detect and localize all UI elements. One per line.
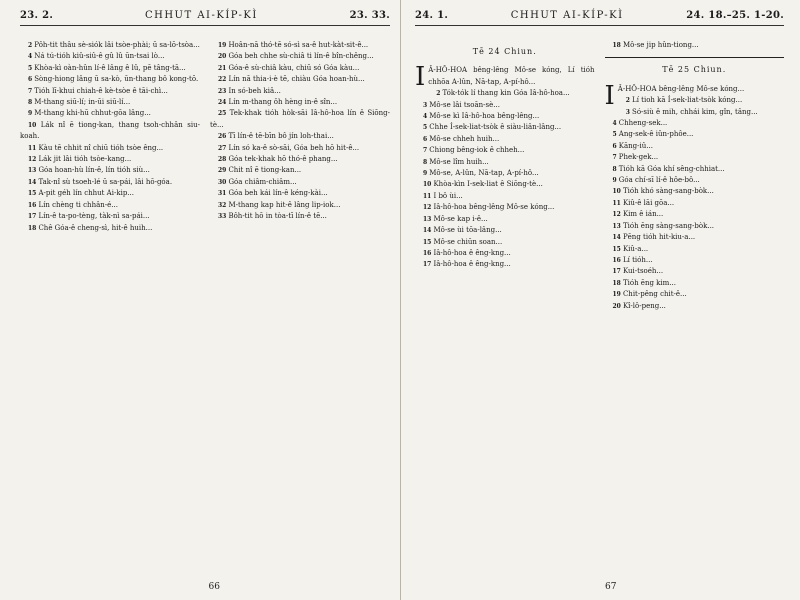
- verse: [20, 200, 200, 211]
- verse: [415, 179, 595, 190]
- verse-number: 3: [423, 101, 430, 109]
- verse: [605, 118, 785, 129]
- verse-number: 2: [28, 42, 35, 49]
- verse: [20, 120, 200, 143]
- verse: [20, 86, 200, 97]
- verse-text: Góa tek-khak hō thó-ê phang...: [228, 155, 338, 164]
- right-column-2: [605, 40, 785, 312]
- verse: [605, 221, 785, 232]
- verse-number: 5: [612, 131, 619, 139]
- verse-number: 13: [423, 215, 434, 223]
- verse: [605, 95, 785, 106]
- verse-text: Khòa-kìn I-sek-liat ê Siōng-tè...: [433, 180, 543, 189]
- verse-number: 9: [28, 110, 35, 118]
- verse-number: 12: [28, 156, 39, 164]
- verse-text: Tióh kā Góa khí sêng-chhiat...: [618, 164, 725, 173]
- verse-number: 3: [625, 108, 633, 116]
- left-header-left: 23. 2.: [20, 10, 54, 21]
- verse: [20, 108, 200, 119]
- verse: [210, 63, 390, 74]
- verse: [605, 289, 785, 300]
- verse-text: Chit-pêng chit-ê...: [622, 290, 687, 299]
- verse: [415, 259, 595, 270]
- verse-text: Góa chí-sī lí-ê hôe-bô...: [618, 176, 700, 185]
- verse: [605, 129, 785, 140]
- verse: [415, 100, 595, 111]
- verse-number: 4: [423, 113, 430, 121]
- verse-text: Pēng tióh hit-kiu-a...: [622, 233, 696, 242]
- verse-number: 31: [218, 190, 229, 198]
- verse: [210, 51, 390, 62]
- verse-text: Ang-sek-ê iûn-phôe...: [618, 130, 694, 139]
- verse-text: Lí tióh...: [622, 255, 653, 264]
- verse: [605, 255, 785, 266]
- right-header-title: CHHUT AI-KÍP-KÌ: [510, 10, 624, 21]
- verse: [415, 191, 595, 202]
- verse-text: Mô-se, A-lûn, Nā-tap, A-pí-hô...: [429, 169, 539, 178]
- verse-text: Tak-nî sù tsoeh-lé ū sa-pái, lâi hō-góa.: [38, 177, 173, 186]
- chapter-24-title: Tē 24 Chiun.: [472, 47, 537, 56]
- chapter-separator: [605, 57, 785, 58]
- verse: [605, 278, 785, 289]
- verse-number: 15: [28, 190, 39, 198]
- verse-text: Lín m-thang ǒh hèng in-ê sîn...: [228, 98, 338, 107]
- verse-number: 10: [612, 188, 623, 196]
- verse-text: Mô-se kì Iâ-hô-hoa bêng-lêng...: [429, 112, 540, 121]
- right-page-header: [415, 10, 784, 26]
- verse: [20, 154, 200, 165]
- verse: [605, 152, 785, 163]
- verse-number: 9: [423, 170, 430, 178]
- verse: [20, 40, 200, 51]
- verse-number: 30: [218, 178, 229, 186]
- verse-text: Kiû-a...: [622, 244, 649, 253]
- verse-number: 16: [28, 201, 39, 209]
- verse-number: 7: [423, 147, 430, 155]
- verse-number: 29: [218, 167, 229, 175]
- verse-number: 19: [612, 291, 623, 299]
- verse: [605, 141, 785, 152]
- verse: [415, 111, 595, 122]
- verse-text: Lák jit lâi tióh tsòe-kang...: [38, 155, 132, 164]
- verse-text: Kiû-ê lāi gōa...: [622, 198, 675, 207]
- verse: [210, 200, 390, 211]
- verse: [20, 97, 200, 108]
- verse-number: 13: [612, 222, 623, 230]
- verse: [415, 248, 595, 259]
- verse-number: 15: [612, 245, 623, 253]
- verse-text: Chhe Í-sek-liat-tsòk ê siàu-liân-lâng...: [429, 123, 562, 132]
- verse-number: 16: [423, 249, 434, 257]
- verse-number: 5: [423, 124, 430, 132]
- right-column-1: [415, 40, 595, 312]
- verse: [210, 108, 390, 131]
- verse-text: A-pit géh lín chhut Ai-kip...: [38, 189, 134, 198]
- verse: [605, 301, 785, 312]
- verse: [415, 237, 595, 248]
- page-number-left: 66: [208, 582, 220, 592]
- verse-number: 21: [218, 64, 229, 72]
- verse-number: 11: [423, 192, 434, 200]
- verse-number: 12: [612, 211, 623, 219]
- verse-text: Mô-se lâi tsoān-sè...: [429, 100, 500, 109]
- verse-number: 18: [612, 279, 623, 287]
- verse-text: Góa beh kái lín-ê kéng-kài...: [228, 189, 328, 198]
- verse-text: Chheng-sek...: [618, 119, 668, 128]
- verse-number: 28: [218, 156, 229, 164]
- verse-text: Mô-se jip hûn-tiong...: [622, 41, 699, 49]
- verse-text: Tióh ēng kim...: [622, 278, 676, 287]
- verse-number: 8: [28, 99, 35, 107]
- verse-text: Mô-se lîm huih...: [429, 157, 489, 166]
- left-header-title: CHHUT AI-KÍP-KÌ: [144, 10, 258, 21]
- verse: [605, 175, 785, 186]
- verse-number: 25: [218, 110, 230, 118]
- verse: [210, 143, 390, 154]
- drop-cap: I: [604, 80, 615, 111]
- verse-text: Iâ-hô-hoa ê êng-kng...: [433, 248, 511, 257]
- verse-text: Kāng-iû...: [618, 141, 653, 150]
- verse-text: Pôh-tit thâu sè-siók lâi tsòe-phài; ū sa-lō-tsòa...: [34, 41, 200, 49]
- verse-text: Bôh-tit hō in tòa-tī lín-ê tē...: [228, 212, 327, 221]
- verse: [210, 154, 390, 165]
- left-header-right: 23. 33.: [349, 10, 390, 21]
- verse: [415, 168, 595, 179]
- verse-text: Lín só ka-ê sò-sāi, Góa beh hō hit-ê...: [228, 143, 360, 152]
- verse: [20, 223, 200, 234]
- verse: [210, 40, 390, 51]
- verse-number: 10: [423, 181, 434, 189]
- verse-number: 17: [423, 261, 434, 269]
- verse-number: 22: [218, 76, 229, 84]
- verse-text: M-thang siū-lí; in-ūi siū-lí...: [34, 98, 131, 107]
- verse-text: Khòa-kì oàn-hûn lí-ê lâng ê lû, pē tâng-tā...: [34, 63, 186, 72]
- verse-text: Chiong bêng-iok ê chheh...: [429, 146, 525, 155]
- verse: [210, 165, 390, 176]
- verse: [210, 131, 390, 142]
- verse: [415, 88, 595, 99]
- verse: [20, 165, 200, 176]
- verse-number: 32: [218, 201, 229, 209]
- verse: [210, 188, 390, 199]
- left-columns: [20, 40, 390, 234]
- verse-number: 6: [423, 135, 430, 143]
- verse-number: 4: [612, 120, 619, 128]
- verse: [20, 211, 200, 222]
- verse-number: 11: [612, 199, 623, 207]
- verse-text: Lín-ê ta-po-tèng, tàk-nì sa-pái...: [38, 212, 150, 221]
- verse-number: 16: [612, 256, 623, 264]
- right-columns: [415, 40, 784, 312]
- verse-text: Sòng-hiong lâng ū sa-kò, ūn-thang bô kong-tō.: [34, 75, 199, 84]
- verse-text: Tek-khak tióh hòk-sāi Iâ-hô-hoa lín ê Siōng-tè...: [210, 109, 390, 129]
- verse-number: 14: [612, 234, 623, 242]
- verse-number: 17: [28, 213, 39, 221]
- right-column-2-body: [604, 80, 785, 312]
- verse: [605, 164, 785, 175]
- verse-text: In só-beh kiâ...: [228, 86, 281, 95]
- verse-text: Góa beh chhe sù-chiâ ti lín-ê bîn-chêng...: [228, 52, 374, 61]
- verse: [415, 122, 595, 133]
- right-header-left: 24. 1.: [415, 10, 449, 21]
- verse: [20, 188, 200, 199]
- verse: [210, 97, 390, 108]
- verse: [20, 177, 200, 188]
- verse-number: 19: [218, 42, 229, 49]
- verse: [415, 145, 595, 156]
- verse-number: 18: [28, 224, 39, 232]
- verse-text: Mô-se chheh huih...: [429, 134, 500, 143]
- verse: [415, 157, 595, 168]
- left-column-2: [210, 40, 390, 234]
- verse-number: 26: [218, 133, 229, 141]
- verse: [415, 134, 595, 145]
- verse: [605, 186, 785, 197]
- verse-number: 8: [612, 165, 619, 173]
- verse-number: 2: [625, 97, 633, 105]
- verse: [415, 202, 595, 213]
- verse: [210, 74, 390, 85]
- verse-text: Iâ-hô-hoa ê êng-kng...: [433, 260, 511, 269]
- verse-text: M-thang khi-hū chhut-gōa lâng...: [34, 109, 151, 118]
- verse: [210, 86, 390, 97]
- verse: [605, 209, 785, 220]
- verse-number: 18: [612, 42, 623, 49]
- verse-number: 14: [423, 227, 434, 235]
- verse-text: Â-HÔ-HOA bêng-lêng Mô-se kóng...: [617, 84, 745, 93]
- verse-text: Mô-se ùi tōa-lâng...: [433, 226, 502, 235]
- verse-number: 13: [28, 167, 39, 175]
- verse-number: 8: [423, 158, 430, 166]
- verse-text: Mô-se kap i-ê...: [433, 214, 488, 223]
- verse-number: 17: [612, 268, 623, 276]
- verse-number: 24: [218, 99, 229, 107]
- verse-number: 2: [436, 90, 443, 98]
- verse-text: Phek-gek...: [618, 153, 659, 162]
- left-page-header: [20, 10, 390, 26]
- verse-text: Góa chiâm-chiâm...: [228, 177, 297, 186]
- verse-text: Kui-tsoéh...: [622, 267, 664, 276]
- verse-number: 12: [423, 204, 434, 212]
- chapter-25-title: Tē 25 Chiun.: [662, 65, 727, 75]
- verse-text: Lín chèng ti chhân-é...: [38, 200, 118, 209]
- verse-number: 27: [218, 144, 229, 152]
- verse-number: 14: [28, 178, 39, 186]
- verse-text: Chê Góa-ê cheng-sì, hit-ê huih...: [38, 223, 153, 232]
- verse-number: 4: [28, 53, 35, 61]
- verse: [210, 211, 390, 222]
- verse-text: Lí tioh kā Í-sek-liat-tsòk kóng...: [632, 96, 743, 105]
- drop-cap: I: [415, 62, 426, 93]
- verse: [605, 40, 785, 51]
- verse-text: Chit nî ē tiong-kan...: [228, 166, 302, 175]
- verse-text: Tók-tók lí thang kin Góa Iâ-hô-hoa...: [442, 89, 570, 98]
- verse-text: Góa-ê sù-chiâ kàu, chiū só Góa kàu...: [228, 63, 360, 72]
- verse-number: 9: [612, 177, 619, 185]
- verse-number: 15: [423, 238, 434, 246]
- verse-text: I bô ùi...: [433, 191, 463, 200]
- verse: [210, 177, 390, 188]
- verse: [605, 266, 785, 277]
- verse-number: 33: [218, 213, 229, 221]
- verse: [605, 244, 785, 255]
- verse: [605, 232, 785, 243]
- verse-number: 6: [28, 76, 35, 84]
- verse: [20, 63, 200, 74]
- right-column-2-top: [605, 40, 785, 51]
- verse-text: Tióh khó sàng-sang-bòk...: [622, 187, 714, 196]
- right-column-1-body: [415, 62, 595, 270]
- verse-text: Kim ê ián...: [622, 210, 664, 219]
- verse-text: Góa hoan-hù lín-ê, lín tióh siù...: [38, 166, 150, 175]
- verse-number: 23: [218, 87, 229, 95]
- verse: [415, 214, 595, 225]
- verse: [20, 74, 200, 85]
- verse: [20, 51, 200, 62]
- verse-number: 5: [28, 64, 35, 72]
- verse-text: Tióh lī-khui chiah-ê kè-tsòe ê tāi-chì...: [34, 86, 168, 95]
- verse-text: Iâ-hô-hoa bêng-lêng Mô-se kóng...: [433, 203, 555, 212]
- page-number-right: 67: [605, 582, 617, 592]
- verse-text: Hoân-nā thó-tē só-sì sa-ê hut-kàt-sit-ê...: [228, 41, 369, 49]
- verse-number: 20: [612, 302, 623, 310]
- verse-text: Só-siù ê mih, chhái kim, gîn, tâng...: [632, 107, 758, 116]
- verse-text: Mô-se chiūn soan...: [433, 237, 503, 246]
- verse-text: Lín nā thia-i-è tē, chiàu Góa hoan-hù...: [228, 75, 365, 84]
- verse-text: Â-HÔ-HOA bêng-lêng Mô-se kóng, Lí tióh chhōa A-lûn, Nā-tap, A-pí-hô...: [428, 66, 595, 86]
- left-column-1: [20, 40, 200, 234]
- verse-text: Lák nî ē tiong-kan, thang tsoh-chhân siu-koah.: [20, 120, 200, 141]
- right-page: [400, 0, 800, 600]
- verse-text: M-thang kap hit-ê lâng lip-iok...: [228, 200, 341, 209]
- verse-text: Tióh ēng sàng-sang-bòk...: [622, 221, 715, 230]
- verse: [605, 107, 785, 118]
- verse-number: 7: [28, 87, 35, 95]
- verse-number: 20: [218, 53, 229, 61]
- verse: [415, 225, 595, 236]
- verse: [20, 143, 200, 154]
- verse-text: Tī lín-ê tē-bīn bô jín loh-thai...: [228, 132, 334, 141]
- verse-number: 10: [28, 121, 41, 129]
- verse-number: 11: [28, 144, 39, 152]
- verse: [605, 198, 785, 209]
- verse-text: Kàu tē chhit nî chiū tióh tsòe êng...: [38, 143, 164, 152]
- verse-number: 7: [612, 154, 619, 162]
- verse-text: Ná tú-tióh kiû-siû-ê gû lû ūn-tsai lò...: [34, 52, 165, 61]
- right-header-right: 24. 18.–25. 1-20.: [686, 10, 784, 21]
- verse-number: 6: [612, 142, 619, 150]
- verse: [415, 62, 595, 93]
- verse-text: Kî-lô-peng...: [622, 301, 666, 310]
